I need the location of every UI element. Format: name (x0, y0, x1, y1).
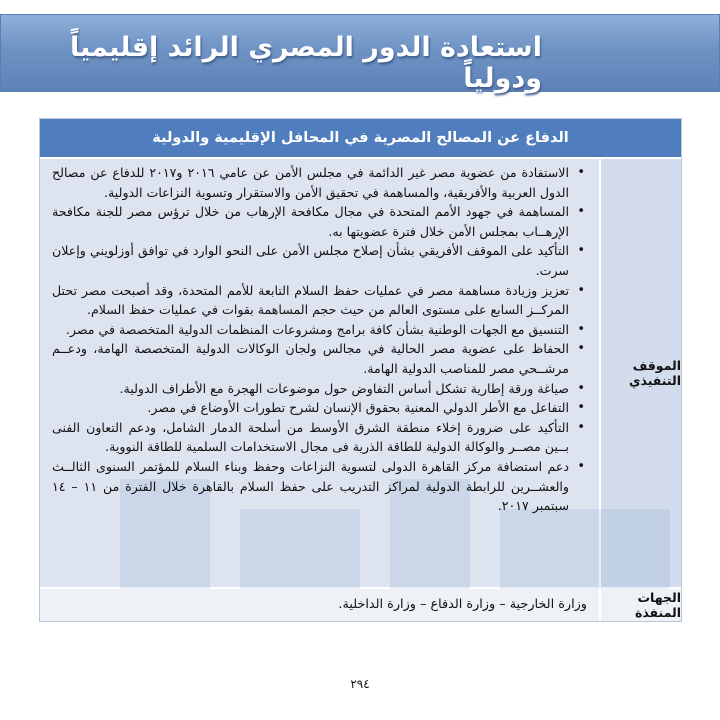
list-item: • التفاعل مع الأطر الدولي المعنية بحقوق الإنسان لشرح تطورات الأوضاع في مصر. (52, 398, 585, 418)
policy-list (40, 159, 599, 516)
page-number: ٢٩٤ (350, 677, 370, 691)
table-row (40, 159, 681, 587)
list-item: • تعزيز وزيادة مساهمة مصر في عمليات حفظ السلام التابعة للأمم المتحدة، وقد أصبحت مصر تحتل المركــز السابع على مستوى العالم من حيث حجم المساهمة بقوات في عمليات حفظ السلام. (52, 281, 585, 320)
list-item: • صياغة ورقة إطارية تشكل أساس التفاوض حول موضوعات الهجرة مع الأطراف الدولية. (52, 379, 585, 399)
list-item: • التأكيد على ضرورة إخلاء منطقة الشرق الأوسط من أسلحة الدمار الشامل، ودعم التعاون الفنى بــين مصــر والوكالة الدولية للطاقة الذرية فى مجال الاستخدامات السلمية للطاقة النووية. (52, 418, 585, 457)
list-item: • التنسيق مع الجهات الوطنية بشأن كافة برامج ومشروعات المنظمات الدولية المتخصصة في مصر. (52, 320, 585, 340)
executing-bodies: وزارة الخارجية – وزارة الدفاع – وزارة الداخلية. (338, 597, 587, 612)
list-item: • المساهمة في جهود الأمم المتحدة في مجال مكافحة الإرهاب من خلال ترؤس مصر للجنة مكافحة الإرهــاب بمجلس الأمن خلال فترة عضويتها به. (52, 202, 585, 241)
list-item: • الحفاظ على عضوية مصر الحالية في مجالس ولجان الوكالات الدولية المتخصصة الهامة، ودعــم مرشــحي مصر للمناصب الدولية الهامة. (52, 339, 585, 378)
table-heading: الدفاع عن المصالح المصرية في المحافل الإقليمية والدولية (40, 119, 681, 159)
content-table (39, 118, 682, 622)
row-content (40, 589, 599, 621)
list-item: • التأكيد على الموقف الأفريقي بشأن إصلاح مجلس الأمن على النحو الوارد في توافق أوزلويني وإعلان سرت. (52, 241, 585, 280)
list-item: • الاستفادة من عضوية مصر غير الدائمة في مجلس الأمن عن عامي ٢٠١٦ و٢٠١٧ للدفاع عن مصالح الدول العربية والأفريقية، والمساهمة في تحقيق الأمن والاستقرار وتسوية النزاعات الدولية. (52, 163, 585, 202)
row-label: الموقف التنفيذي (599, 159, 681, 587)
page-title: استعادة الدور المصري الرائد إقليمياً ودولياً (70, 32, 542, 94)
row-content (40, 159, 599, 587)
row-label: الجهات المنفذة (599, 589, 681, 621)
list-item: • دعم استضافة مركز القاهرة الدولى لتسوية النزاعات وحفظ وبناء السلام للمؤتمر السنوى الثالــث والعشــرين للرابطة الدولية لمراكز التدريب على حفظ السلام بالقاهرة خلال الفترة من ١١ – ١٤ سبتمبر ٢٠١٧. (52, 457, 585, 516)
title-banner (0, 14, 720, 92)
table-row (40, 587, 681, 621)
